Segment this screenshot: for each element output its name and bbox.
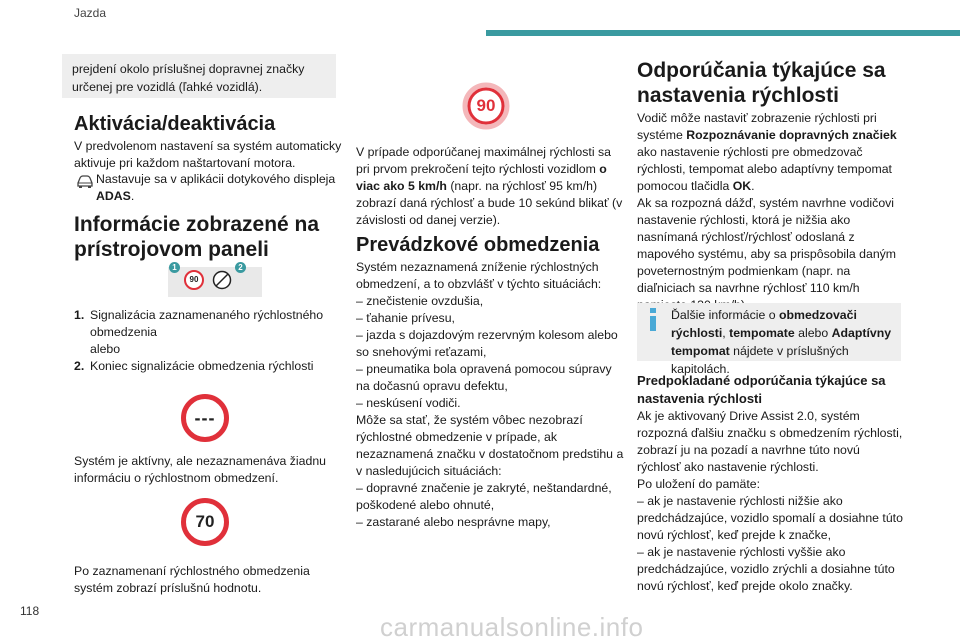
info-e: alebo <box>794 326 832 340</box>
figure-callout-1: 1 <box>169 262 180 273</box>
expected-line: Ak je aktivovaný Drive Assist 2.0, systém rozpozná ďalšiu značku s obmedzením rýchlosti, zobrazí ju na pozadí a navrhne túto novú rýchlosť ako nastavenie rýchlosti. <box>637 409 903 474</box>
sign-90-blinking <box>462 82 510 130</box>
adas-label: ADAS <box>96 189 131 203</box>
info-f: Adaptívny tempomat <box>671 326 892 358</box>
overspeed-text-c: (napr. na rýchlosť 95 km/h) zobrazí daná rýchlosť a bude 10 sekúnd blikať (v závislosti od danej verzie). <box>356 179 623 227</box>
info-icon <box>647 308 659 328</box>
info-g: nájdete v príslušných kapitolách. <box>671 344 849 376</box>
figure-callout-2: 2 <box>235 262 246 273</box>
overspeed-text-b: o viac ako 5 km/h <box>356 162 607 193</box>
dashboard-figure <box>168 263 262 297</box>
info-text <box>647 306 893 378</box>
info-d: tempomate <box>729 326 795 340</box>
limits-line: Môže sa stať, že systém vôbec nezobrazí rýchlostné obmedzenie v prípade, ak nezaznamená značku v dostatočnom predstihu a v nasledujúcich situáciách: <box>356 413 624 478</box>
rec-b: Rozpoznávanie dopravných značiek <box>686 128 897 142</box>
heading-expected-recommendations: Predpokladané odporúčania týkajúce sa nastavenia rýchlosti <box>637 373 886 406</box>
continuation-note <box>62 54 336 98</box>
list-item-2 <box>74 358 336 375</box>
info-b: obmedzovači rýchlosti <box>671 308 857 340</box>
heading-activation: Aktivácia/deaktivácia <box>74 113 276 135</box>
limits-line: – jazda s dojazdovým rezervným kolesom alebo so snehovými reťazami, <box>356 328 618 359</box>
expected-block <box>637 408 903 595</box>
heading-dashboard-info: Informácie zobrazené na prístrojovom paneli <box>74 213 320 261</box>
list-num-2: 2. <box>74 359 85 373</box>
overspeed-text <box>356 144 624 229</box>
section-header: Jazda <box>74 6 107 20</box>
heading-speed-recommendations: Odporúčania týkajúce sa nastavenia rýchlosti <box>637 59 886 107</box>
info-c: , <box>722 326 730 340</box>
limits-line: – znečistenie ovzdušia, <box>356 294 484 308</box>
rec-d: OK <box>732 179 752 193</box>
note-text: prejdení okolo príslušnej dopravnej značky určenej pre vozidlá (ľahké vozidlá). <box>72 62 305 94</box>
end-of-limit-icon <box>212 270 232 290</box>
limits-block <box>356 259 624 531</box>
header-accent-bar <box>486 30 960 36</box>
list-text-2: Koniec signalizácie obmedzenia rýchlosti <box>90 359 314 373</box>
info-a: Ďalšie informácie o <box>671 308 779 322</box>
list-num-1: 1. <box>74 308 85 322</box>
limits-line: – zastarané alebo nesprávne mapy, <box>356 515 551 529</box>
list-item-1 <box>74 307 336 358</box>
heading-operating-limits: Prevádzkové obmedzenia <box>356 234 600 256</box>
limits-line: – pneumatika bola opravená pomocou súpravy na dočasnú opravu defektu, <box>356 362 612 393</box>
list-extra-1: alebo <box>90 342 121 356</box>
expected-line: Po uložení do pamäte: <box>637 477 761 491</box>
activation-icon-text: Nastavuje sa v aplikácii dotykového displeja ADAS. <box>96 172 336 203</box>
rain-text: Ak sa rozpozná dážď, systém navrhne vodičovi nastavenie rýchlosti, ktorá je nižšia ako nasnímaná rýchlosť/rýchlosť odoslaná z mapového systému, aby sa prispôsobila daným poveternostným podmienkam (napr. na diaľniciach sa navrhne rýchlosť 110 km/h <box>637 196 897 295</box>
expected-line: – ak je nastavenie rýchlosti nižšie ako predchádzajúce, vozidlo spomalí a dosiahne túto novú rýchlosť, keď prejde k značke, <box>637 494 903 542</box>
limits-line: – dopravné značenie je zakryté, neštandardné, poškodené alebo ohnuté, <box>356 481 612 512</box>
activation-icon-text-1: Nastavuje sa v aplikácii dotykového displeja <box>96 172 336 186</box>
sign-no-limit: --- <box>181 394 229 442</box>
list-text-1: Signalizácia zaznamenaného rýchlostného obmedzenia <box>90 308 324 339</box>
overspeed-text-a: V prípade odporúčanej maximálnej rýchlosti sa pri prvom prekročení tejto rýchlosti vozidlom <box>356 145 611 176</box>
activation-text: V predvolenom nastavení sa systém automaticky aktivuje pri každom naštartovaní motora. <box>74 139 342 170</box>
limits-line: – ťahanie prívesu, <box>356 311 455 325</box>
page-number: 118 <box>20 604 40 618</box>
rec-a: Vodič môže nastaviť zobrazenie rýchlosti pri systéme <box>637 111 877 142</box>
recommend-text <box>637 110 903 314</box>
car-icon <box>74 170 96 192</box>
figure-sign-90: 90 <box>184 270 204 290</box>
after-70-text: Po zaznamenaní rýchlostného obmedzenia systém zobrazí príslušnú hodnotu. <box>74 564 310 595</box>
watermark: carmanualsonline.info <box>380 612 644 642</box>
info-box <box>637 303 901 376</box>
sign-70: 70 <box>181 498 229 546</box>
rec-e: . <box>751 179 755 193</box>
limits-line: – neskúsení vodiči. <box>356 396 461 410</box>
limits-line: Systém nezaznamená zníženie rýchlostných obmedzení, a to obzvlášť v týchto situáciách: <box>356 260 602 291</box>
expected-line: – ak je nastavenie rýchlosti vyššie ako predchádzajúce, vozidlo zrýchli a dosiahne túto novú rýchlosť, keď prejde okolo značky. <box>637 545 895 593</box>
rec-c: ako nastavenie rýchlosti pre obmedzovač rýchlosti, tempomat alebo adaptívny tempomat pomocou tlačidla <box>637 145 892 193</box>
no-info-text: Systém je aktívny, ale nezaznamenáva žiadnu informáciu o rýchlostnom obmedzení. <box>74 454 326 485</box>
sign-90-value: 90 <box>476 96 496 115</box>
